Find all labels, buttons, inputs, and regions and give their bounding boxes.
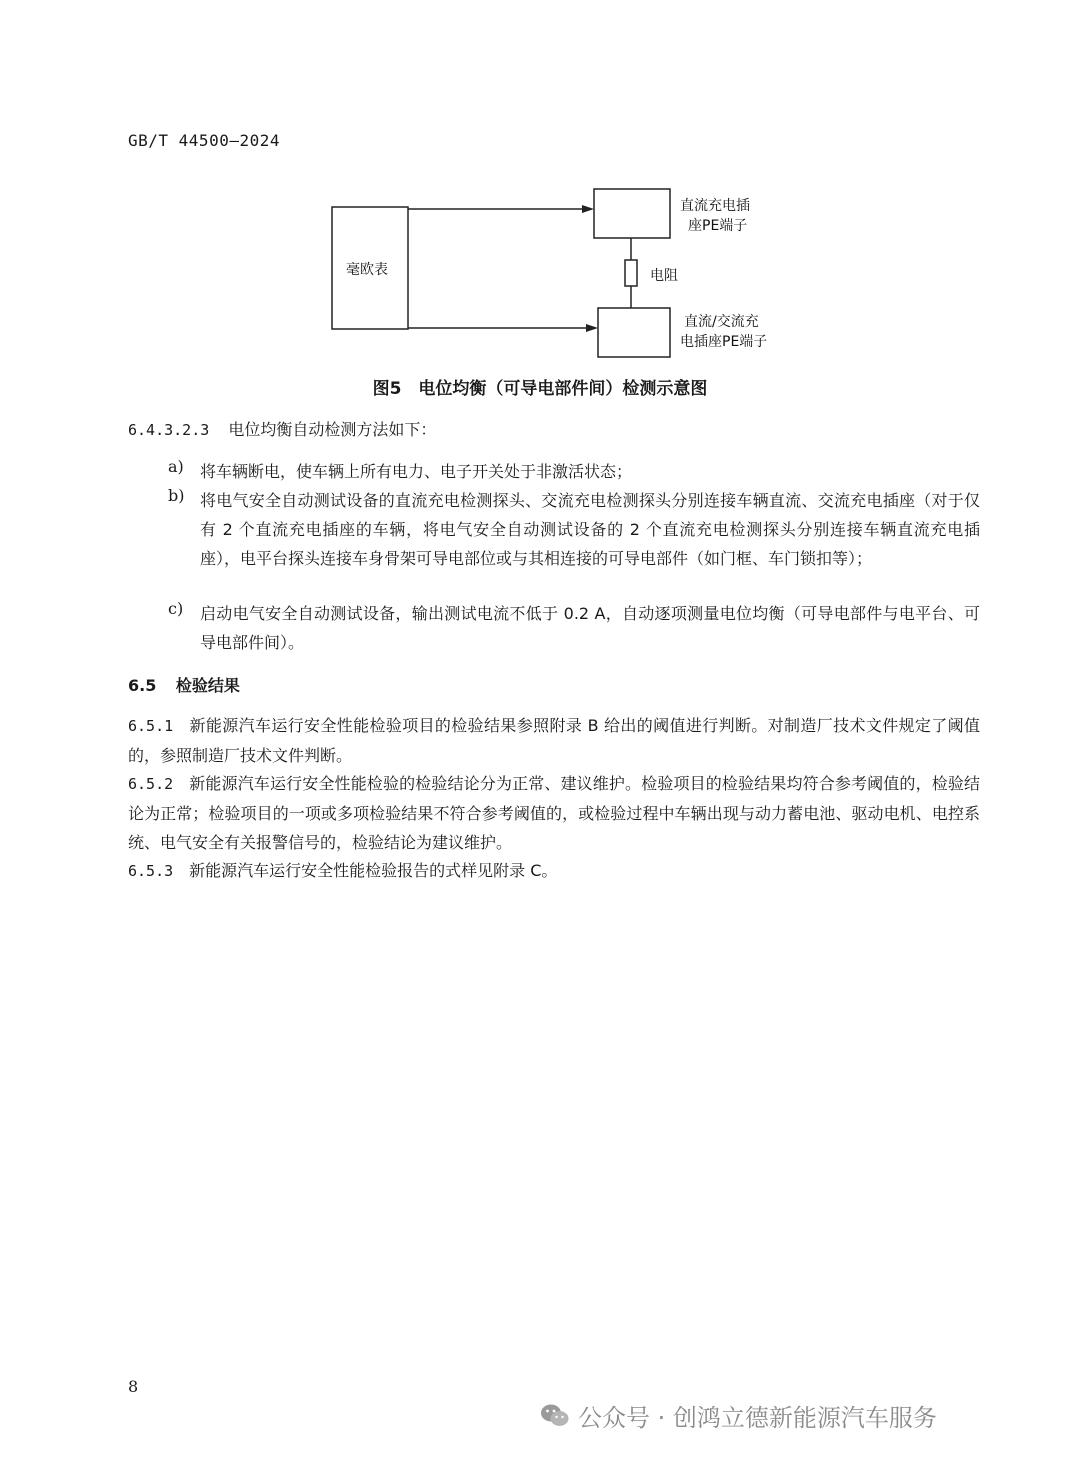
dc-socket-pe-label-line2: 座PE端子: [688, 218, 748, 234]
clause-6432-3-heading: [128, 415, 978, 445]
list-item-text: 将电气安全自动测试设备的直流充电检测探头、交流充电检测探头分别连接车辆直流、交流充电插座（对于仅有 2 个直流充电插座的车辆，将电气安全自动测试设备的 2 个直流充电检测探头分别连接车辆直流充电插座），电平台探头连接车身骨架可导电部位或与其相连接的可导电部件（如门框、车门锁扣等）；: [200, 491, 980, 568]
clause-652: [128, 769, 980, 857]
meter-label: 毫欧表: [346, 262, 388, 278]
clause-653: [128, 856, 980, 886]
watermark: [540, 1398, 937, 1433]
list-item-label: b): [168, 486, 185, 505]
section-title-text: 检验结果: [175, 676, 240, 695]
standard-code: GB/T 44500—2024: [128, 131, 280, 150]
dc-ac-socket-pe-label-line2: 电插座PE端子: [680, 334, 768, 350]
top-arrow-head: [582, 205, 594, 213]
resistor-label: 电阻: [650, 268, 678, 284]
dc-ac-socket-pe-label-line1: 直流/交流充: [684, 314, 759, 330]
bottom-arrow-head: [586, 324, 598, 332]
list-item-label: a): [168, 457, 184, 476]
wechat-icon: [540, 1403, 570, 1429]
clause-text: 新能源汽车运行安全性能检验项目的检验结果参照附录 B 给出的阈值进行判断。对制造厂技术文件规定了阈值的，参照制造厂技术文件判断。: [128, 716, 980, 765]
clause-intro: 电位均衡自动检测方法如下：: [228, 420, 437, 439]
figure-diagram: [320, 180, 800, 370]
list-item-text: 启动电气安全自动测试设备，输出测试电流不低于 0.2 A，自动逐项测量电位均衡（可导电部件与电平台、可导电部件间）。: [200, 604, 980, 652]
clause-number: 6.5.2: [128, 775, 174, 793]
clause-number: 6.5.1: [128, 717, 174, 735]
clause-text: 新能源汽车运行安全性能检验报告的式样见附录 C。: [189, 861, 558, 880]
list-item-label: c): [168, 599, 184, 618]
clause-651: [128, 711, 980, 770]
section-title: [128, 673, 240, 696]
page-number: 8: [128, 1377, 139, 1396]
watermark-text: 公众号 · 创鸿立德新能源汽车服务: [578, 1404, 937, 1432]
clause-number: 6.5.3: [128, 862, 174, 880]
clause-number: 6.4.3.2.3: [128, 421, 210, 439]
clause-text: 新能源汽车运行安全性能检验的检验结论分为正常、建议维护。检验项目的检验结果均符合参考阈值的，检验结论为正常；检验项目的一项或多项检验结果不符合参考阈值的，或检验过程中车辆出现与动力蓄电池、驱动电机、电控系统、电气安全有关报警信号的，检验结论为建议维护。: [128, 774, 980, 852]
list-item-text: 将车辆断电，使车辆上所有电力、电子开关处于非激活状态；: [200, 462, 633, 481]
section-number: 6.5: [128, 676, 157, 695]
dc-socket-pe-box: [594, 189, 670, 238]
dc-ac-socket-pe-box: [598, 308, 670, 357]
figure-caption: 图5 电位均衡（可导电部件间）检测示意图: [372, 379, 708, 399]
resistor-symbol: [625, 260, 637, 286]
dc-socket-pe-label-line1: 直流充电插: [680, 198, 750, 214]
